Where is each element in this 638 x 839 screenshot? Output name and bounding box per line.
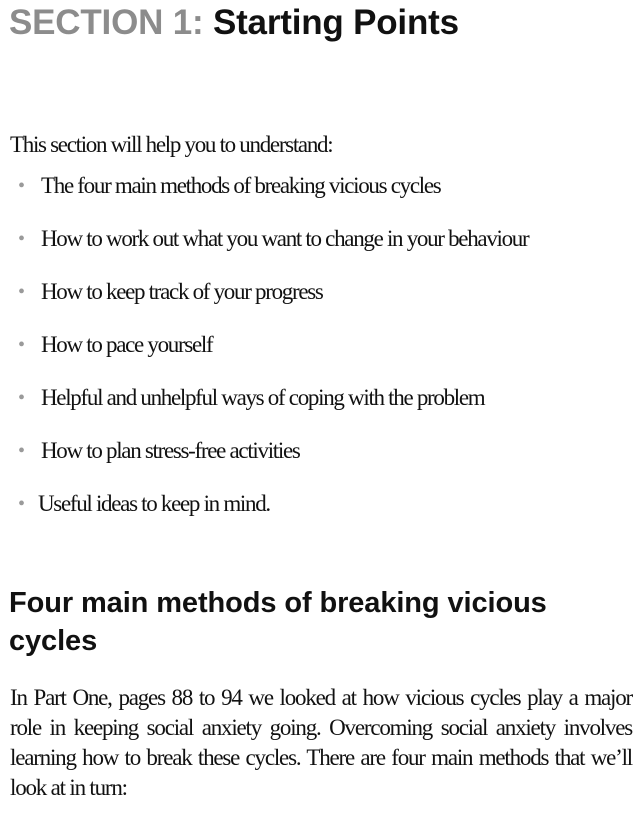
bullet-text: The four main methods of breaking vicious cycles [41, 173, 441, 198]
body-paragraph: In Part One, pages 88 to 94 we looked at how vicious cycles play a major role in keeping social anxiety going. Overcoming social anxiety involves learning how to break these cycles. There are four main methods that we’ll look at in turn: [10, 685, 632, 800]
bullet-text: How to keep track of your progress [41, 279, 323, 304]
bullet-icon: • [18, 334, 24, 356]
bullet-text: Useful ideas to keep in mind. [38, 491, 270, 516]
section-heading [9, 1, 459, 45]
bullet-icon: • [18, 440, 24, 462]
intro-text: This section will help you to understand: [10, 132, 333, 157]
bullet-icon: • [18, 228, 24, 250]
bullet-text: Helpful and unhelpful ways of coping with the problem [41, 385, 485, 410]
bullet-icon: • [18, 387, 24, 409]
section-title: Starting Points [212, 3, 459, 42]
bullet-text: How to work out what you want to change in your behaviour [41, 226, 529, 251]
section-label: SECTION 1: [9, 3, 204, 42]
bullet-icon: • [18, 281, 24, 303]
bullet-text: How to plan stress-free activities [41, 438, 300, 463]
subheading: Four main methods of breaking vicious cycles [9, 587, 547, 657]
bullet-icon: • [18, 175, 24, 197]
bullet-text: How to pace yourself [41, 332, 213, 357]
bullet-icon: • [18, 493, 24, 515]
